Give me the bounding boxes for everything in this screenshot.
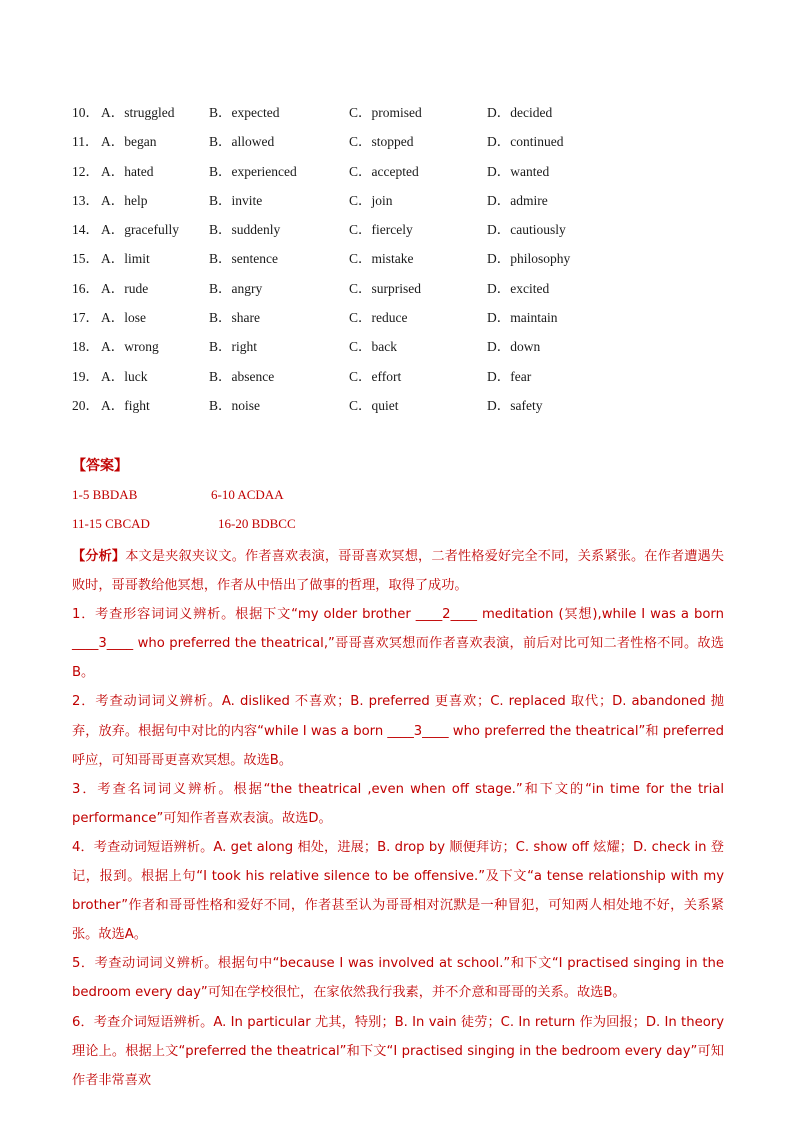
option-d: D．down	[487, 339, 541, 355]
question-number: 16．	[72, 280, 99, 296]
option-c: C．stopped	[349, 134, 414, 150]
analysis-item: 5．考查动词词义辨析。根据句中“because I was involved at school.”和下文“I practised singing in the bedroom every day”可知在学校很忙，在家依然我行我素，并不介意和哥哥的关系。故选B。	[72, 956, 724, 1001]
option-d: D．maintain	[487, 310, 558, 326]
option-d: D．safety	[487, 397, 543, 413]
answer-range: 6-10 ACDAA	[211, 487, 284, 502]
option-b: B．suddenly	[209, 222, 281, 238]
option-a: A．limit	[101, 251, 150, 267]
option-a: A．fight	[101, 397, 150, 413]
option-c: C．mistake	[349, 251, 414, 267]
analysis-section	[72, 542, 724, 1095]
question-number: 14．	[72, 222, 99, 238]
question-number: 11．	[72, 134, 99, 150]
analysis-item: 4．考查动词短语辨析。A. get along 相处，进展；B. drop by 顺便拜访；C. show off 炫耀；D. check in 登记，报到。根据上句“I took his relative silence to be offensive.”及下文“a tense relationship with my brother”作者和哥哥性格和爱好不同，作者甚至认为哥哥相对沉默是一种冒犯，可知两人相处地不好，关系紧张。故选A。	[72, 839, 724, 943]
question-number: 12．	[72, 163, 99, 179]
option-c: C．accepted	[349, 163, 419, 179]
question-number: 10．	[72, 105, 99, 120]
analysis-intro	[72, 542, 724, 600]
option-d: D．wanted	[487, 163, 550, 179]
question-number: 20．	[72, 397, 99, 413]
analysis-intro-text: 本文是夹叙夹议文。作者喜欢表演，哥哥喜欢冥想，二者性格爱好完全不同，关系紧张。在作者遭遇失败时，哥哥教给他冥想，作者从中悟出了做事的哲理，取得了成功。	[72, 549, 724, 594]
option-b: B．invite	[209, 192, 263, 208]
option-a: A．wrong	[101, 339, 159, 355]
question-number: 13．	[72, 192, 99, 208]
answer-heading: 【答案】	[72, 458, 128, 474]
option-c: C．back	[349, 339, 397, 355]
option-c: C．reduce	[349, 310, 408, 326]
analysis-tag: 【分析】	[72, 549, 126, 564]
option-b: B．right	[209, 339, 258, 355]
option-a: A．help	[101, 192, 148, 208]
option-a: A．struggled	[101, 105, 175, 120]
option-b: B．experienced	[209, 163, 297, 179]
option-d: D．fear	[487, 368, 532, 384]
option-d: D．decided	[487, 105, 553, 120]
answer-range: 1-5 BBDAB	[72, 487, 138, 502]
option-a: A．rude	[101, 280, 149, 296]
option-c: C．fiercely	[349, 222, 413, 238]
analysis-item: 1．考查形容词词义辨析。根据下文“my older brother ____2____ meditation (冥想),while I was a born ____3____ who preferred the theatrical,”哥哥喜欢冥想而作者喜欢表演，前后对比可知二者性格不同。故选B。	[72, 607, 724, 681]
option-c: C．surprised	[349, 280, 421, 296]
option-d: D．philosophy	[487, 251, 571, 267]
answer-range: 11-15 CBCAD	[72, 516, 150, 531]
option-a: A．gracefully	[101, 222, 179, 238]
option-a: A．luck	[101, 368, 148, 384]
option-b: B．noise	[209, 397, 261, 413]
option-b: B．angry	[209, 280, 263, 296]
question-number: 17．	[72, 310, 99, 326]
option-d: D．cautiously	[487, 222, 566, 238]
question-number: 19．	[72, 368, 99, 384]
question-number: 15．	[72, 251, 99, 267]
option-d: D．excited	[487, 280, 550, 296]
option-b: B．share	[209, 310, 260, 326]
answer-range: 16-20 BDBCC	[218, 516, 296, 531]
analysis-item: 6．考查介词短语辨析。A. In particular 尤其，特别；B. In vain 徒劳；C. In return 作为回报；D. In theory 理论上。根据上文“preferred the theatrical”和下文“I practised singing in the bedroom every day”可知作者非常喜欢	[72, 1014, 724, 1088]
option-c: C．promised	[349, 105, 422, 120]
option-b: B．sentence	[209, 251, 278, 267]
option-a: A．lose	[101, 310, 146, 326]
analysis-item: 3．考查名词词义辨析。根据“the theatrical ,even when off stage.”和下文的“in time for the trial performance”可知作者喜欢表演。故选D。	[72, 781, 724, 826]
option-d: D．continued	[487, 134, 564, 150]
question-number: 18．	[72, 339, 99, 355]
option-b: B．allowed	[209, 134, 275, 150]
option-c: C．quiet	[349, 397, 399, 413]
analysis-item: 2．考查动词词义辨析。A. disliked 不喜欢；B. preferred 更喜欢；C. replaced 取代；D. abandoned 抛弃，放弃。根据句中对比的内容“while I was a born ____3____ who preferred the theatrical”和 preferred 呼应，可知哥哥更喜欢冥想。故选B。	[72, 694, 724, 768]
option-b: B．expected	[209, 105, 280, 120]
option-d: D．admire	[487, 192, 548, 208]
option-b: B．absence	[209, 368, 275, 384]
option-c: C．join	[349, 192, 393, 208]
option-a: A．hated	[101, 163, 154, 179]
option-c: C．effort	[349, 368, 402, 384]
option-a: A．began	[101, 134, 157, 150]
